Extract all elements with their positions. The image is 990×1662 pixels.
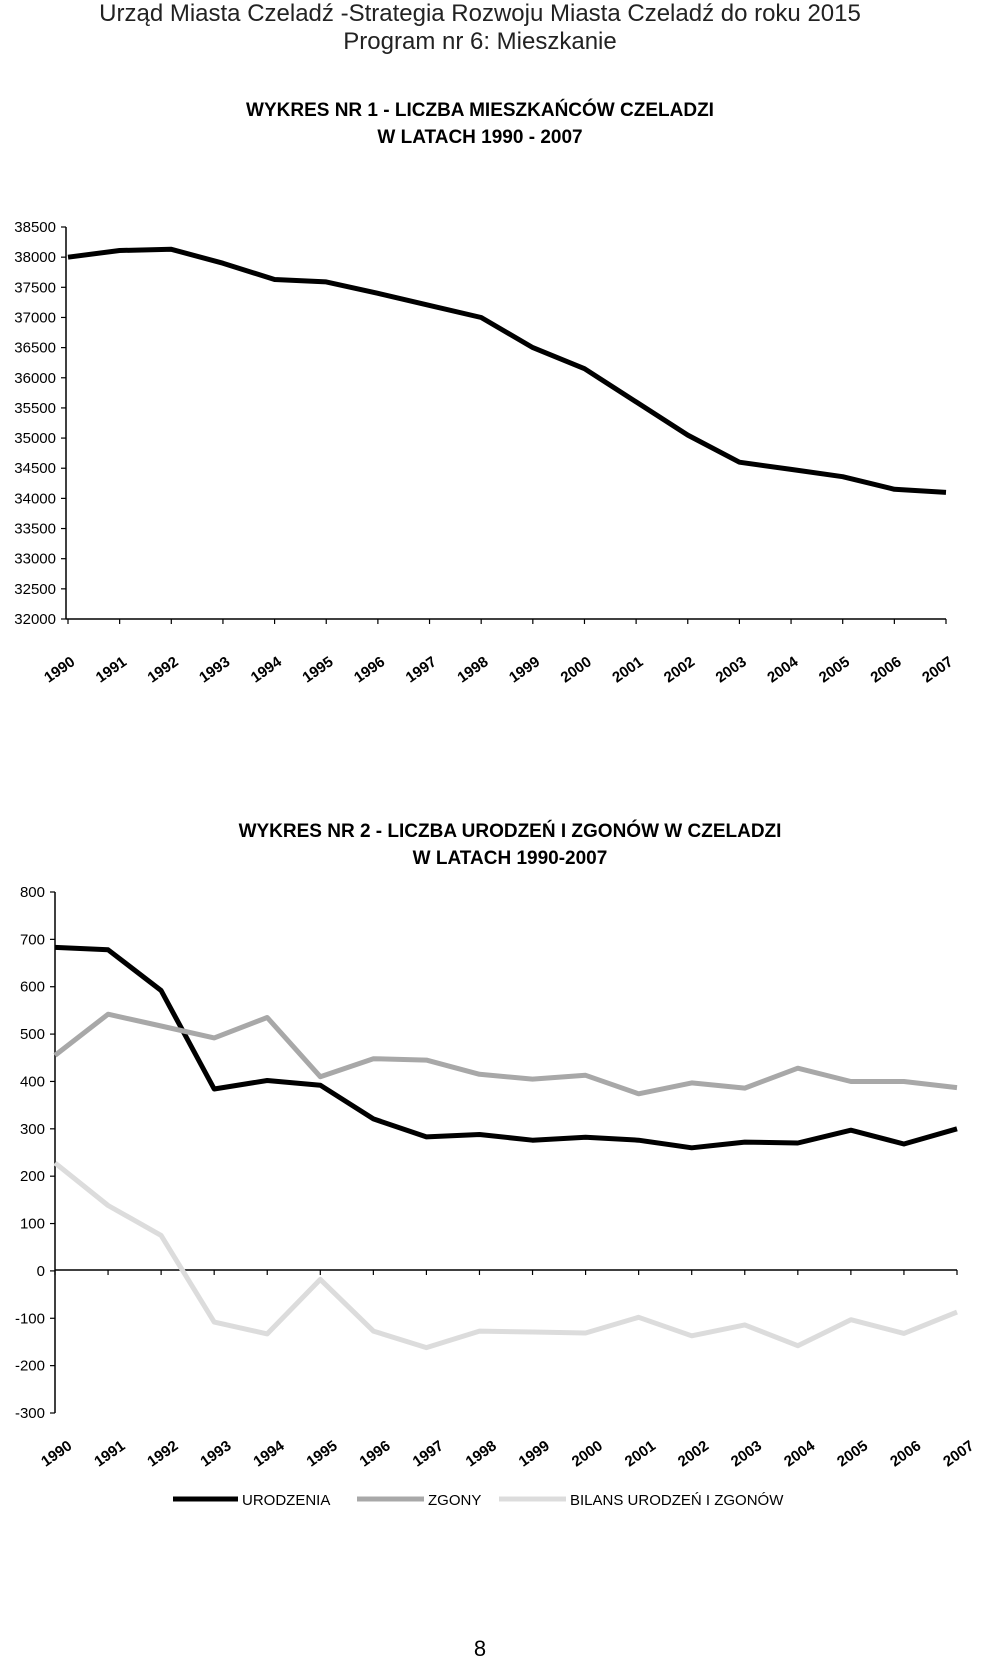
legend-label-3: BILANS URODZEŃ I ZGONÓW — [570, 1492, 784, 1509]
chart2-y-tick-label: 700 — [19, 931, 45, 949]
chart2-title-line2: W LATACH 1990-2007 — [412, 848, 608, 869]
chart2-x-tick-label: 2004 — [781, 1437, 819, 1471]
chart2-x-tick-label: 2001 — [621, 1437, 659, 1471]
chart2-title-line1: WYKRES NR 2 - LICZBA URODZEŃ I ZGONÓW W CZELADZI — [238, 821, 782, 842]
chart2-y-tick-label: 200 — [19, 1168, 45, 1186]
chart1-x-tick-label: 2002 — [660, 653, 699, 687]
chart2-y-tick-label: 100 — [19, 1215, 45, 1233]
chart2-y-tick-label: -200 — [14, 1357, 45, 1375]
chart2-x-tick-label: 1998 — [462, 1437, 500, 1471]
chart1-x-tick-label: 2003 — [712, 653, 750, 687]
chart1-x-tick-label: 1996 — [351, 653, 389, 687]
chart2-x-tick-label: 2000 — [568, 1437, 606, 1471]
chart2-x-tick-label: 1999 — [515, 1437, 553, 1471]
legend-label-1: URODZENIA — [242, 1492, 331, 1509]
chart2-x-tick-label: 1994 — [250, 1437, 288, 1471]
chart2-x-tick-label: 1992 — [144, 1437, 182, 1471]
chart1-x-tick-label: 1998 — [454, 653, 492, 687]
chart1-x-tick-label: 2004 — [764, 653, 802, 687]
chart1-x-tick-label: 1990 — [41, 653, 79, 687]
chart2-y-tick-label: 600 — [19, 978, 45, 996]
chart2-y-tick-label: 800 — [19, 884, 45, 901]
chart1-y-tick-label: 38500 — [14, 219, 56, 236]
legend-label-2: ZGONY — [428, 1492, 482, 1509]
chart1-x-tick-label: 1993 — [196, 653, 234, 687]
chart1-x-tick-label: 2000 — [557, 653, 595, 687]
chart1-x-tick-label: 2006 — [867, 653, 905, 687]
chart1-y-tick-label: 35000 — [14, 430, 56, 448]
chart1-x-tick-label: 2001 — [609, 653, 647, 687]
chart1-title-line1: WYKRES NR 1 - LICZBA MIESZKAŃCÓW CZELADZI — [246, 100, 714, 121]
chart2-x-tick-label: 1993 — [197, 1437, 235, 1471]
chart2-x-tick-label: 1996 — [356, 1437, 394, 1471]
chart1-x-tick-label: 2007 — [919, 653, 957, 687]
chart1-y-tick-label: 37500 — [14, 279, 56, 297]
chart2-series-line-2 — [55, 1014, 957, 1094]
chart1-y-tick-label: 32000 — [14, 611, 56, 628]
chart2-y-tick-label: -300 — [14, 1405, 45, 1422]
chart2-x-tick-label: 2002 — [674, 1437, 713, 1471]
chart1-x-tick-label: 1992 — [144, 653, 182, 687]
chart1-y-tick-label: 34000 — [14, 490, 56, 508]
chart2-y-tick-label: 500 — [19, 1026, 45, 1044]
chart2-y-tick-label: -100 — [14, 1310, 45, 1328]
chart2-y-tick-label: 0 — [36, 1262, 45, 1280]
chart1-y-tick-label: 38000 — [14, 249, 56, 267]
chart2-x-tick-label: 1990 — [38, 1437, 76, 1471]
chart2-x-tick-label: 2005 — [834, 1437, 872, 1471]
chart2-series-line-1 — [55, 947, 957, 1147]
chart2-x-tick-label: 2003 — [727, 1437, 766, 1471]
chart1-x-tick-label: 1994 — [247, 653, 285, 687]
page-number: 8 — [473, 1636, 487, 1661]
chart1-x-tick-label: 2005 — [815, 653, 854, 687]
chart2-x-tick-label: 2007 — [940, 1437, 978, 1471]
chart1-x-tick-label: 1995 — [299, 653, 337, 687]
document-header-line2: Program nr 6: Mieszkanie — [343, 28, 617, 55]
chart1-y-tick-label: 36000 — [14, 369, 56, 387]
chart1-y-tick-label: 35500 — [14, 399, 56, 417]
chart1-y-tick-label: 33500 — [14, 520, 56, 538]
chart2-x-tick-label: 1995 — [303, 1437, 341, 1471]
chart2-y-tick-label: 400 — [19, 1073, 45, 1091]
chart2-y-tick-label: 300 — [19, 1120, 45, 1138]
document-header-line1: Urząd Miasta Czeladź -Strategia Rozwoju Miasta Czeladź do roku 2015 — [99, 0, 861, 27]
chart1-x-tick-label: 1999 — [506, 653, 544, 687]
chart2-series-line-3 — [55, 1163, 957, 1348]
chart2-x-tick-label: 1991 — [91, 1437, 129, 1471]
chart2-x-tick-label: 2006 — [887, 1437, 925, 1471]
chart1-y-tick-label: 34500 — [14, 460, 56, 478]
chart1-y-tick-label: 33000 — [14, 550, 56, 568]
chart1-x-tick-label: 1991 — [92, 653, 130, 687]
chart1-title-line2: W LATACH 1990 - 2007 — [377, 127, 583, 148]
chart1-x-tick-label: 1997 — [402, 653, 440, 687]
chart1-y-tick-label: 32500 — [14, 580, 56, 598]
chart2-x-tick-label: 1997 — [409, 1437, 447, 1471]
chart1-y-tick-label: 37000 — [14, 309, 56, 327]
chart1-y-tick-label: 36500 — [14, 339, 56, 357]
